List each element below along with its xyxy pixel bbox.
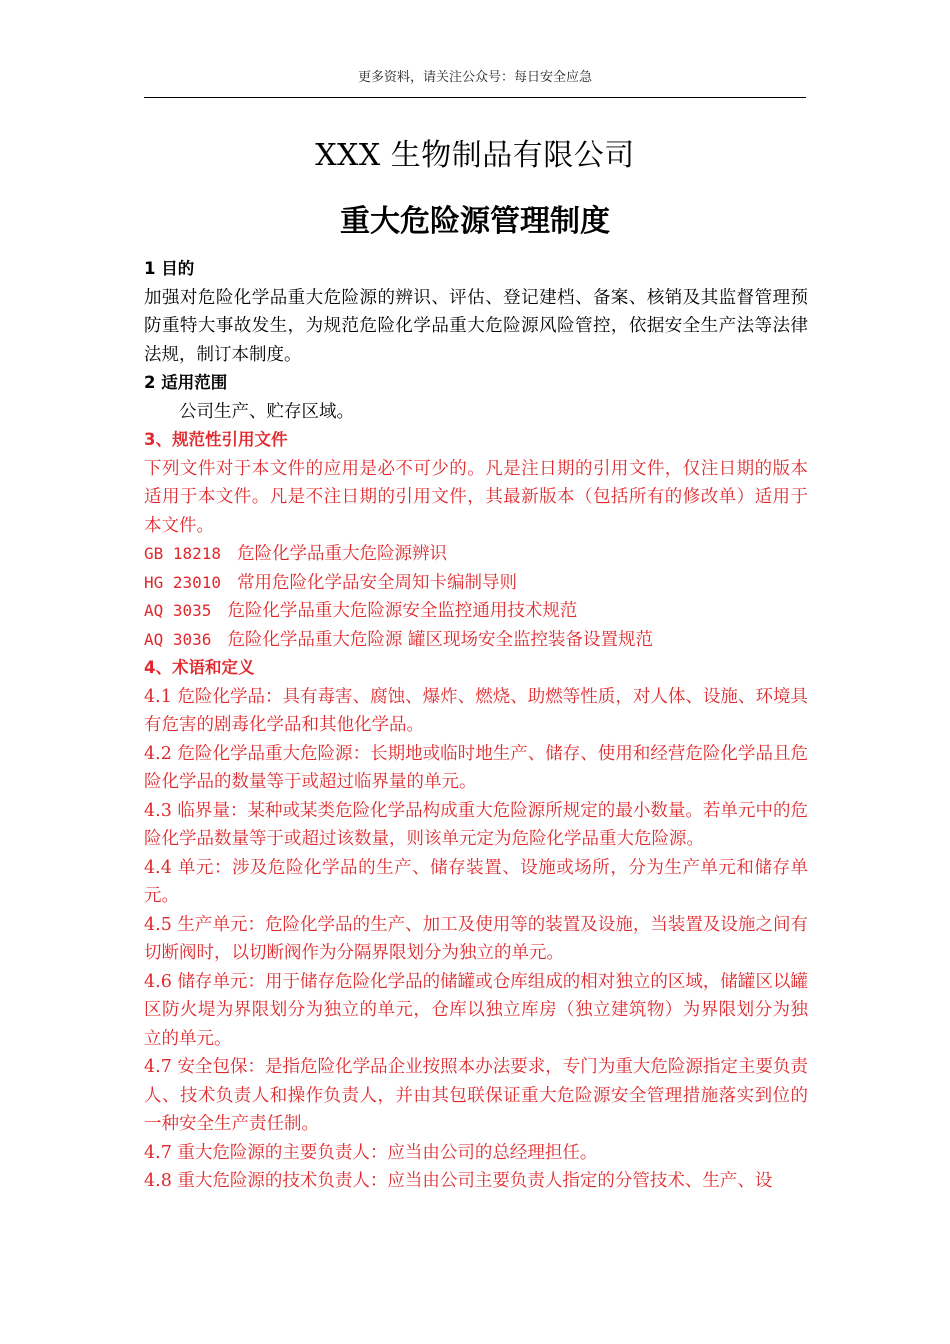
- reference-item: [144, 540, 808, 569]
- document-title: 重大危险源管理制度: [340, 204, 610, 239]
- section-body-scope: 公司生产、贮存区域。: [179, 401, 354, 422]
- term-definition: 4.8 重大危险源的技术负责人：应当由公司主要负责人指定的分管技术、生产、设: [144, 1171, 773, 1191]
- section-heading-scope: 2 适用范围: [144, 373, 228, 392]
- header-divider: [144, 97, 806, 98]
- reference-item: [144, 597, 808, 626]
- term-definition: 4.7 重大危险源的主要负责人：应当由公司的总经理担任。: [144, 1142, 598, 1163]
- term-definition: 4.2 危险化学品重大危险源：长期地或临时地生产、储存、使用和经营危险化学品且危险化学品的数量等于或超过临界量的单元。: [144, 743, 808, 792]
- reference-item: [144, 626, 808, 655]
- term-definition: 4.3 临界量：某种或某类危险化学品构成重大危险源所规定的最小数量。若单元中的危险化学品数量等于或超过该数量，则该单元定为危险化学品重大危险源。: [144, 800, 808, 849]
- section-heading-terms: 4、术语和定义: [144, 658, 255, 677]
- reference-code: AQ 3035: [144, 601, 212, 620]
- reference-code: AQ 3036: [144, 629, 212, 649]
- reference-item: [144, 569, 808, 598]
- term-definition: 4.5 生产单元：危险化学品的生产、加工及使用等的装置及设施，当装置及设施之间有切断阀时，以切断阀作为分隔界限划分为独立的单元。: [144, 914, 808, 963]
- reference-title: 危险化学品重大危险源辨识: [237, 544, 448, 564]
- term-definition: 4.1 危险化学品：具有毒害、腐蚀、爆炸、燃烧、助燃等性质，对人体、设施、环境具有危害的剧毒化学品和其他化学品。: [144, 686, 808, 735]
- company-name: XXX 生物制品有限公司: [315, 138, 635, 173]
- references-intro: 下列文件对于本文件的应用是必不可少的。凡是注日期的引用文件，仅注日期的版本适用于本文件。凡是不注日期的引用文件，其最新版本（包括所有的修改单）适用于本文件。: [144, 458, 808, 536]
- document-body: [144, 255, 808, 1196]
- term-definition: 4.7 安全包保：是指危险化学品企业按照本办法要求，专门为重大危险源指定主要负责人、技术负责人和操作负责人，并由其包联保证重大危险源安全管理措施落实到位的一种安全生产责任制。: [144, 1057, 808, 1134]
- term-definition: 4.4 单元：涉及危险化学品的生产、储存装置、设施或场所，分为生产单元和储存单元。: [144, 857, 808, 906]
- reference-title: 危险化学品重大危险源安全监控通用技术规范: [227, 601, 578, 621]
- section-heading-purpose: 1 目的: [144, 259, 195, 278]
- reference-title: 常用危险化学品安全周知卡编制导则: [237, 572, 518, 593]
- reference-code: HG 23010: [144, 572, 222, 592]
- term-definition: 4.6 储存单元：用于储存危险化学品的储罐或仓库组成的相对独立的区域，储罐区以罐区防火堤为界限划分为独立的单元，仓库以独立库房（独立建筑物）为界限划分为独立的单元。: [144, 971, 808, 1049]
- section-body-purpose: 加强对危险化学品重大危险源的辨识、评估、登记建档、备案、核销及其监督管理预防重特大事故发生，为规范危险化学品重大危险源风险管控，依据安全生产法等法律法规，制订本制度。: [144, 287, 808, 365]
- reference-code: GB 18218: [144, 544, 222, 563]
- section-heading-references: 3、规范性引用文件: [144, 430, 288, 449]
- reference-title: 危险化学品重大危险源 罐区现场安全监控装备设置规范: [227, 629, 653, 650]
- header-note: 更多资料，请关注公众号：每日安全应急: [357, 70, 592, 85]
